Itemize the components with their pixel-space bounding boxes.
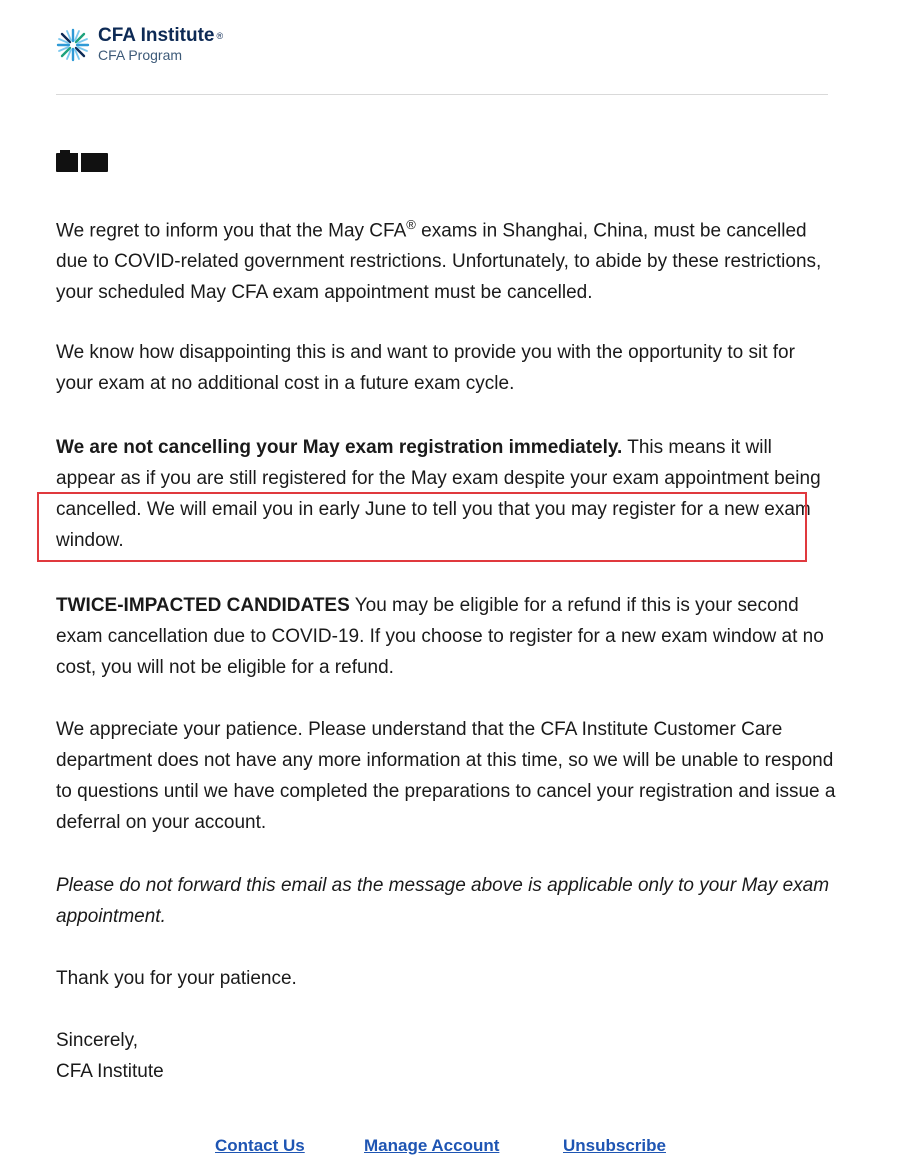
paragraph-do-not-forward: Please do not forward this email as the message above is applicable only to your May exam appointment.: [56, 875, 830, 927]
paragraph-twice-impacted: [56, 590, 836, 683]
p1-text-b: exams in Shanghai, China, must be cancelled due to COVID-related government restrictions. Unfortunately, to abide by these restrictions, your scheduled May CFA exam appointment must be cancelled.: [56, 220, 822, 304]
p4-bold-text: TWICE-IMPACTED CANDIDATES: [56, 595, 350, 616]
unsubscribe-link[interactable]: Unsubscribe: [563, 1136, 666, 1155]
brand-text: [98, 26, 223, 63]
paragraph-opportunity: We know how disappointing this is and want to provide you with the opportunity to sit for your exam at no additional cost in a future exam cycle.: [56, 342, 795, 394]
p1-reg-mark: ®: [406, 217, 416, 232]
p3-bold-text: We are not cancelling your May exam registration immediately.: [56, 437, 623, 458]
p1-text-a: We regret to inform you that the May CFA: [56, 220, 407, 242]
paragraph-thank-you: Thank you for your patience.: [56, 968, 297, 989]
email-header: [56, 26, 223, 63]
p3-rest-text: This means it will appear as if you are still registered for the May exam despite your exam appointment being cancelled. We will email you in early June to tell you that you may register for a new exam window.: [56, 437, 821, 551]
redacted-greeting: [56, 153, 108, 172]
paragraph-patience: We appreciate your patience. Please understand that the CFA Institute Customer Care department does not have any more information at this time, so we will be unable to respond to questions until we have completed the preparations to cancel your registration and issue a deferral on your account.: [56, 719, 836, 833]
paragraph-cancellation-notice: [56, 209, 836, 308]
header-divider: [56, 94, 828, 95]
contact-us-link[interactable]: Contact Us: [215, 1136, 305, 1155]
p4-rest-text: You may be eligible for a refund if this is your second exam cancellation due to COVID-19. If you choose to register for a new exam window at no cost, you will not be eligible for a refund.: [56, 595, 824, 678]
brand-reg-mark: ®: [216, 31, 224, 41]
brand-title-text: CFA Institute: [98, 25, 215, 46]
cfa-starburst-logo-icon: [56, 28, 90, 62]
signature-block: [56, 1025, 836, 1087]
signature-text: CFA Institute: [56, 1061, 164, 1082]
brand-title: [98, 26, 223, 46]
red-highlight-annotation: [37, 492, 807, 562]
brand-subtitle: CFA Program: [98, 47, 183, 63]
signoff-text: Sincerely,: [56, 1030, 139, 1051]
manage-account-link[interactable]: Manage Account: [364, 1136, 500, 1155]
